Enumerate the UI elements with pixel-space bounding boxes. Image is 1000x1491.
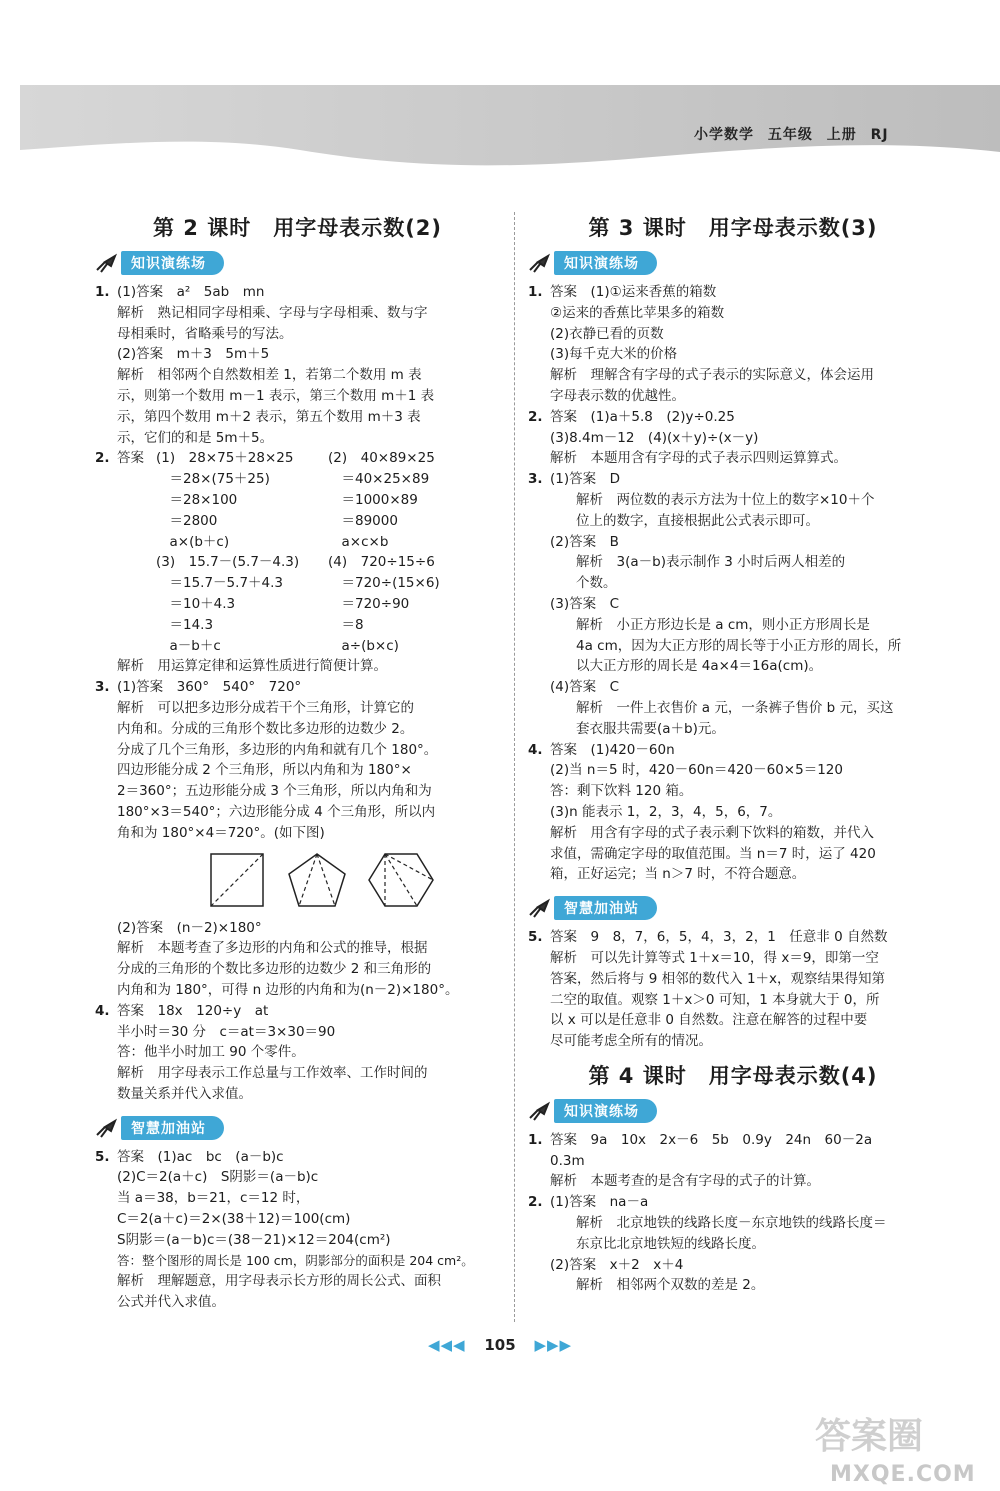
line-text: 答案 9a 10x 2x－6 5b 0.9y 24n 60－2a bbox=[550, 1131, 873, 1148]
question-number: 2. bbox=[528, 1194, 543, 1211]
line-text: 示，它们的和是 5m＋5。 bbox=[117, 429, 274, 446]
question-4 bbox=[95, 1001, 500, 1105]
line-text: (3)答案 C bbox=[550, 595, 620, 612]
line-text: 解析 3(a－b)表示制作 3 小时后两人相差的 bbox=[576, 554, 846, 571]
question-number: 3. bbox=[95, 679, 110, 696]
pentagon-figure bbox=[285, 850, 349, 910]
calc-step: ＝1000×89 bbox=[328, 491, 418, 508]
line-text: 解析 可以先计算等式 1＋x＝10，得 x＝9，即第一空 bbox=[550, 949, 879, 966]
banner-label: 智慧加油站 bbox=[121, 1116, 224, 1140]
line-text: 内角和。分成的三角形个数比多边形的边数少 2。 bbox=[117, 720, 414, 737]
question-number: 5. bbox=[528, 929, 543, 946]
line-text: (1)答案 a² 5ab mn bbox=[117, 284, 265, 300]
calc-step: a×c×b bbox=[328, 533, 389, 550]
question-2 bbox=[528, 407, 938, 469]
shuttlecock-icon bbox=[95, 252, 119, 274]
line-text: 4a cm，因为大正方形的周长等于小正方形的周长，所 bbox=[576, 637, 902, 654]
line-text: ②运来的香蕉比苹果多的箱数 bbox=[550, 304, 725, 321]
line-text: 解析 熟记相同字母相乘、字母与字母相乘、数与字 bbox=[117, 304, 428, 321]
lesson-title-3: 第 3 课时 用字母表示数(3) bbox=[588, 216, 878, 240]
question-3 bbox=[528, 469, 938, 739]
question-5 bbox=[95, 1147, 500, 1313]
banner-label: 智慧加油站 bbox=[554, 896, 657, 920]
watermark-site: MXQE.COM bbox=[830, 1462, 976, 1487]
line-text: 箱，正好运完；当 n＞7 时，不符合题意。 bbox=[550, 866, 806, 883]
line-text: 答案 (1)420－60n bbox=[550, 741, 675, 758]
prev-arrows-icon: ◀◀◀ bbox=[427, 1336, 466, 1354]
calc-step: (3) 15.7－(5.7－4.3) bbox=[156, 554, 300, 571]
line-text: 公式并代入求值。 bbox=[117, 1294, 225, 1311]
header-series: 小学数学 bbox=[694, 127, 754, 143]
line-text: 解析 本题考查的是含有字母的式子的计算。 bbox=[550, 1173, 820, 1190]
line-text: 东京比北京地铁短的线路长度。 bbox=[576, 1235, 765, 1252]
shuttlecock-icon bbox=[528, 897, 552, 919]
banner-label: 知识演练场 bbox=[121, 251, 224, 275]
line-text: S阴影＝(a－b)c＝(38－21)×12＝204(cm²) bbox=[117, 1231, 391, 1248]
line-text: (3)每千克大米的价格 bbox=[550, 346, 678, 363]
calc-step: ＝28×100 bbox=[156, 491, 238, 508]
line-text: 180°×3＝540°；六边形能分成 4 个三角形，所以内 bbox=[117, 803, 436, 820]
line-text: 示，则第一个数用 m－1 表示，第三个数用 m＋1 表 bbox=[117, 387, 435, 404]
line-text: 母相乘时，省略乘号的写法。 bbox=[117, 325, 293, 342]
question-4 bbox=[528, 740, 938, 886]
line-text: 解析 两位数的表示方法为十位上的数字×10＋个 bbox=[576, 491, 875, 508]
header-band bbox=[0, 0, 1000, 190]
question-number: 3. bbox=[528, 471, 543, 488]
line-text: 尽可能考虑全所有的情况。 bbox=[550, 1033, 712, 1050]
line-text: 答案 (1)a＋5.8 (2)y÷0.25 bbox=[550, 408, 735, 425]
line-text: (2)答案 (n－2)×180° bbox=[117, 919, 262, 936]
hexagon-figure bbox=[367, 850, 435, 910]
question-number: 2. bbox=[528, 408, 543, 425]
line-text: (4)答案 C bbox=[550, 679, 620, 696]
shuttlecock-icon bbox=[95, 1117, 119, 1139]
line-text: 0.3m bbox=[550, 1152, 585, 1169]
line-text: 2＝360°；五边形能分成 3 个三角形，所以内角和为 bbox=[117, 783, 432, 800]
line-text: 解析 相邻两个双数的差是 2。 bbox=[576, 1277, 765, 1294]
page-number: 105 bbox=[484, 1336, 516, 1354]
question-number: 5. bbox=[95, 1148, 110, 1165]
line-text: 示，第四个数用 m＋2 表示，第五个数用 m＋3 表 bbox=[117, 408, 421, 425]
lesson-title-4: 第 4 课时 用字母表示数(4) bbox=[588, 1063, 878, 1088]
lesson4-question-2 bbox=[528, 1192, 938, 1296]
line-text: 半小时＝30 分 c＝at＝3×30＝90 bbox=[117, 1023, 336, 1040]
header-edition: RJ bbox=[870, 127, 889, 143]
line-text: (2)答案 x＋2 x＋4 bbox=[550, 1256, 684, 1273]
calc-grid bbox=[156, 448, 500, 656]
calc-step: ＝720÷90 bbox=[328, 595, 410, 612]
calc-step: ＝720÷(15×6) bbox=[328, 575, 440, 592]
line-text: 答案 18x 120÷y at bbox=[117, 1002, 269, 1019]
calc-step: ＝89000 bbox=[328, 512, 398, 529]
line-text: 分成了几个三角形，多边形的内角和就有几个 180°。 bbox=[117, 741, 438, 758]
line-text: 答案 (1)①运来香蕉的箱数 bbox=[550, 284, 717, 300]
line-text: (2)衣静已看的页数 bbox=[550, 325, 664, 342]
line-text: 解析 相邻两个自然数相差 1，若第二个数用 m 表 bbox=[117, 367, 422, 384]
line-text: 答案 (1)ac bc (a－b)c bbox=[117, 1148, 284, 1165]
line-text: 解析 一件上衣售价 a 元，一条裤子售价 b 元，买这 bbox=[576, 699, 894, 716]
line-text: (2)答案 m＋3 5m＋5 bbox=[117, 346, 270, 363]
shuttlecock-icon bbox=[528, 1100, 552, 1122]
calc-step: ＝2800 bbox=[156, 512, 218, 529]
line-text: 四边形能分成 2 个三角形，所以内角和为 180°× bbox=[117, 762, 412, 779]
header-volume: 上册 bbox=[826, 127, 857, 143]
calc-step: ＝28×(75＋25) bbox=[156, 471, 270, 488]
line-text: 字母表示数的优越性。 bbox=[550, 387, 685, 404]
calc-step: a×(b＋c) bbox=[156, 533, 230, 550]
line-text: C＝2(a＋c)＝2×(38＋12)＝100(cm) bbox=[117, 1211, 351, 1228]
line-text: 分成的三角形的个数比多边形的边数少 2 和三角形的 bbox=[117, 961, 432, 978]
line-text: (2)C＝2(a＋c) S阴影＝(a－b)c bbox=[117, 1169, 319, 1186]
question-number: 2. bbox=[95, 450, 110, 467]
question-2 bbox=[95, 448, 500, 677]
quadrilateral-figure bbox=[207, 850, 267, 910]
header-grade: 五年级 bbox=[767, 127, 813, 143]
line-text: 解析 可以把多边形分成若干个三角形，计算它的 bbox=[117, 699, 414, 716]
calc-step: a－b＋c bbox=[156, 637, 221, 654]
shuttlecock-icon bbox=[528, 252, 552, 274]
line-text: 位上的数字，直接根据此公式表示即可。 bbox=[576, 512, 819, 529]
section-banner-knowledge bbox=[528, 252, 938, 274]
line-text: 解析 用含有字母的式子表示剩下饮料的箱数，并代入 bbox=[550, 824, 874, 841]
calc-step: a÷(b×c) bbox=[328, 637, 399, 654]
line-text: (2)答案 B bbox=[550, 533, 619, 550]
line-text: 答：剩下饮料 120 箱。 bbox=[550, 783, 693, 800]
line-text: 解析 理解题意，用字母表示长方形的周长公式、面积 bbox=[117, 1273, 441, 1290]
line-text: 解析 本题用含有字母的式子表示四则运算算式。 bbox=[550, 450, 847, 467]
banner-label: 知识演练场 bbox=[554, 251, 657, 275]
calc-step: ＝40×25×89 bbox=[328, 471, 430, 488]
line-text: (1)答案 na－a bbox=[550, 1194, 649, 1211]
question-3 bbox=[95, 677, 500, 1001]
calc-step: (1) 28×75＋28×25 bbox=[156, 450, 294, 467]
calc-step: ＝8 bbox=[328, 616, 364, 633]
calc-step: ＝10＋4.3 bbox=[156, 595, 236, 612]
line-text: 套衣服共需要(a＋b)元。 bbox=[576, 720, 725, 737]
calc-step: (4) 720÷15÷6 bbox=[328, 554, 435, 571]
section-banner-knowledge bbox=[95, 252, 500, 274]
line-text: 解析 本题考查了多边形的内角和公式的推导，根据 bbox=[117, 940, 428, 957]
question-number: 1. bbox=[95, 284, 110, 300]
line-text: (3)8.4m－12 (4)(x＋y)÷(x－y) bbox=[550, 429, 759, 446]
line-text: 以 x 可以是任意非 0 自然数。注意在解答的过程中要 bbox=[550, 1012, 868, 1029]
lesson-title-2: 第 2 课时 用字母表示数(2) bbox=[152, 216, 443, 240]
question-1 bbox=[528, 282, 938, 407]
lesson4-question-1 bbox=[528, 1130, 938, 1192]
line-text: (2)当 n＝5 时，420－60n＝420－60×5＝120 bbox=[550, 762, 843, 779]
column-divider bbox=[514, 212, 515, 1322]
next-arrows-icon: ▶▶▶ bbox=[534, 1336, 573, 1354]
line-text: 解析 用运算定律和运算性质进行简便计算。 bbox=[117, 658, 387, 675]
answer-label: 答案 bbox=[117, 450, 144, 467]
line-text: (3)n 能表示 1，2，3，4，5，6，7。 bbox=[550, 803, 782, 820]
line-text: 个数。 bbox=[576, 575, 617, 592]
line-text: 以大正方形的周长是 4a×4＝16a(cm)。 bbox=[576, 658, 823, 675]
calc-step: ＝14.3 bbox=[156, 616, 214, 633]
section-banner-bonus bbox=[528, 897, 938, 919]
question-number: 4. bbox=[95, 1002, 110, 1019]
calc-step: ＝15.7－5.7＋4.3 bbox=[156, 575, 283, 592]
line-text: 数量关系并代入求值。 bbox=[117, 1085, 252, 1102]
line-text: 解析 用字母表示工作总量与工作效率、工作时间的 bbox=[117, 1065, 428, 1082]
line-text: 解析 北京地铁的线路长度－东京地铁的线路长度＝ bbox=[576, 1215, 887, 1232]
section-banner-knowledge bbox=[528, 1100, 938, 1122]
line-text: 求值，需确定字母的取值范围。当 n＝7 时，运了 420 bbox=[550, 845, 876, 862]
question-number: 1. bbox=[528, 1131, 543, 1148]
question-number: 4. bbox=[528, 741, 543, 758]
question-5 bbox=[528, 927, 938, 1052]
line-text: 答：整个图形的周长是 100 cm，阴影部分的面积是 204 cm²。 bbox=[117, 1252, 474, 1268]
line-text: 解析 理解含有字母的式子表示的实际意义，体会运用 bbox=[550, 367, 874, 384]
line-text: 角和为 180°×4＝720°。(如下图) bbox=[117, 824, 325, 841]
line-text: (1)答案 D bbox=[550, 471, 621, 488]
banner-label: 知识演练场 bbox=[554, 1099, 657, 1123]
page-footer bbox=[0, 1336, 1000, 1354]
svg-text:答案圈: 答案圈 bbox=[815, 1416, 924, 1457]
section-banner-bonus bbox=[95, 1117, 500, 1139]
right-column bbox=[528, 212, 938, 1296]
line-text: 答案，然后将与 9 相邻的数代入 1＋x，观察结果得知第 bbox=[550, 970, 886, 987]
line-text: 二空的取值。观察 1＋x＞0 可知，1 本身就大于 0，所 bbox=[550, 991, 880, 1008]
line-text: 答：他半小时加工 90 个零件。 bbox=[117, 1044, 305, 1061]
line-text: (1)答案 360° 540° 720° bbox=[117, 679, 302, 696]
line-text: 当 a＝38，b＝21，c＝12 时， bbox=[117, 1190, 310, 1207]
book-header bbox=[694, 124, 954, 144]
left-column bbox=[95, 212, 500, 1313]
question-number: 1. bbox=[528, 284, 543, 300]
calc-step: (2) 40×89×25 bbox=[328, 450, 435, 467]
line-text: 内角和为 180°，可得 n 边形的内角和为(n－2)×180°。 bbox=[117, 981, 459, 998]
line-text: 答案 9 8，7，6，5，4，3，2，1 任意非 0 自然数 bbox=[550, 929, 888, 946]
line-text: 解析 小正方形边长是 a cm，则小正方形周长是 bbox=[576, 616, 870, 633]
polygon-figures bbox=[207, 850, 500, 910]
question-1 bbox=[95, 282, 500, 448]
